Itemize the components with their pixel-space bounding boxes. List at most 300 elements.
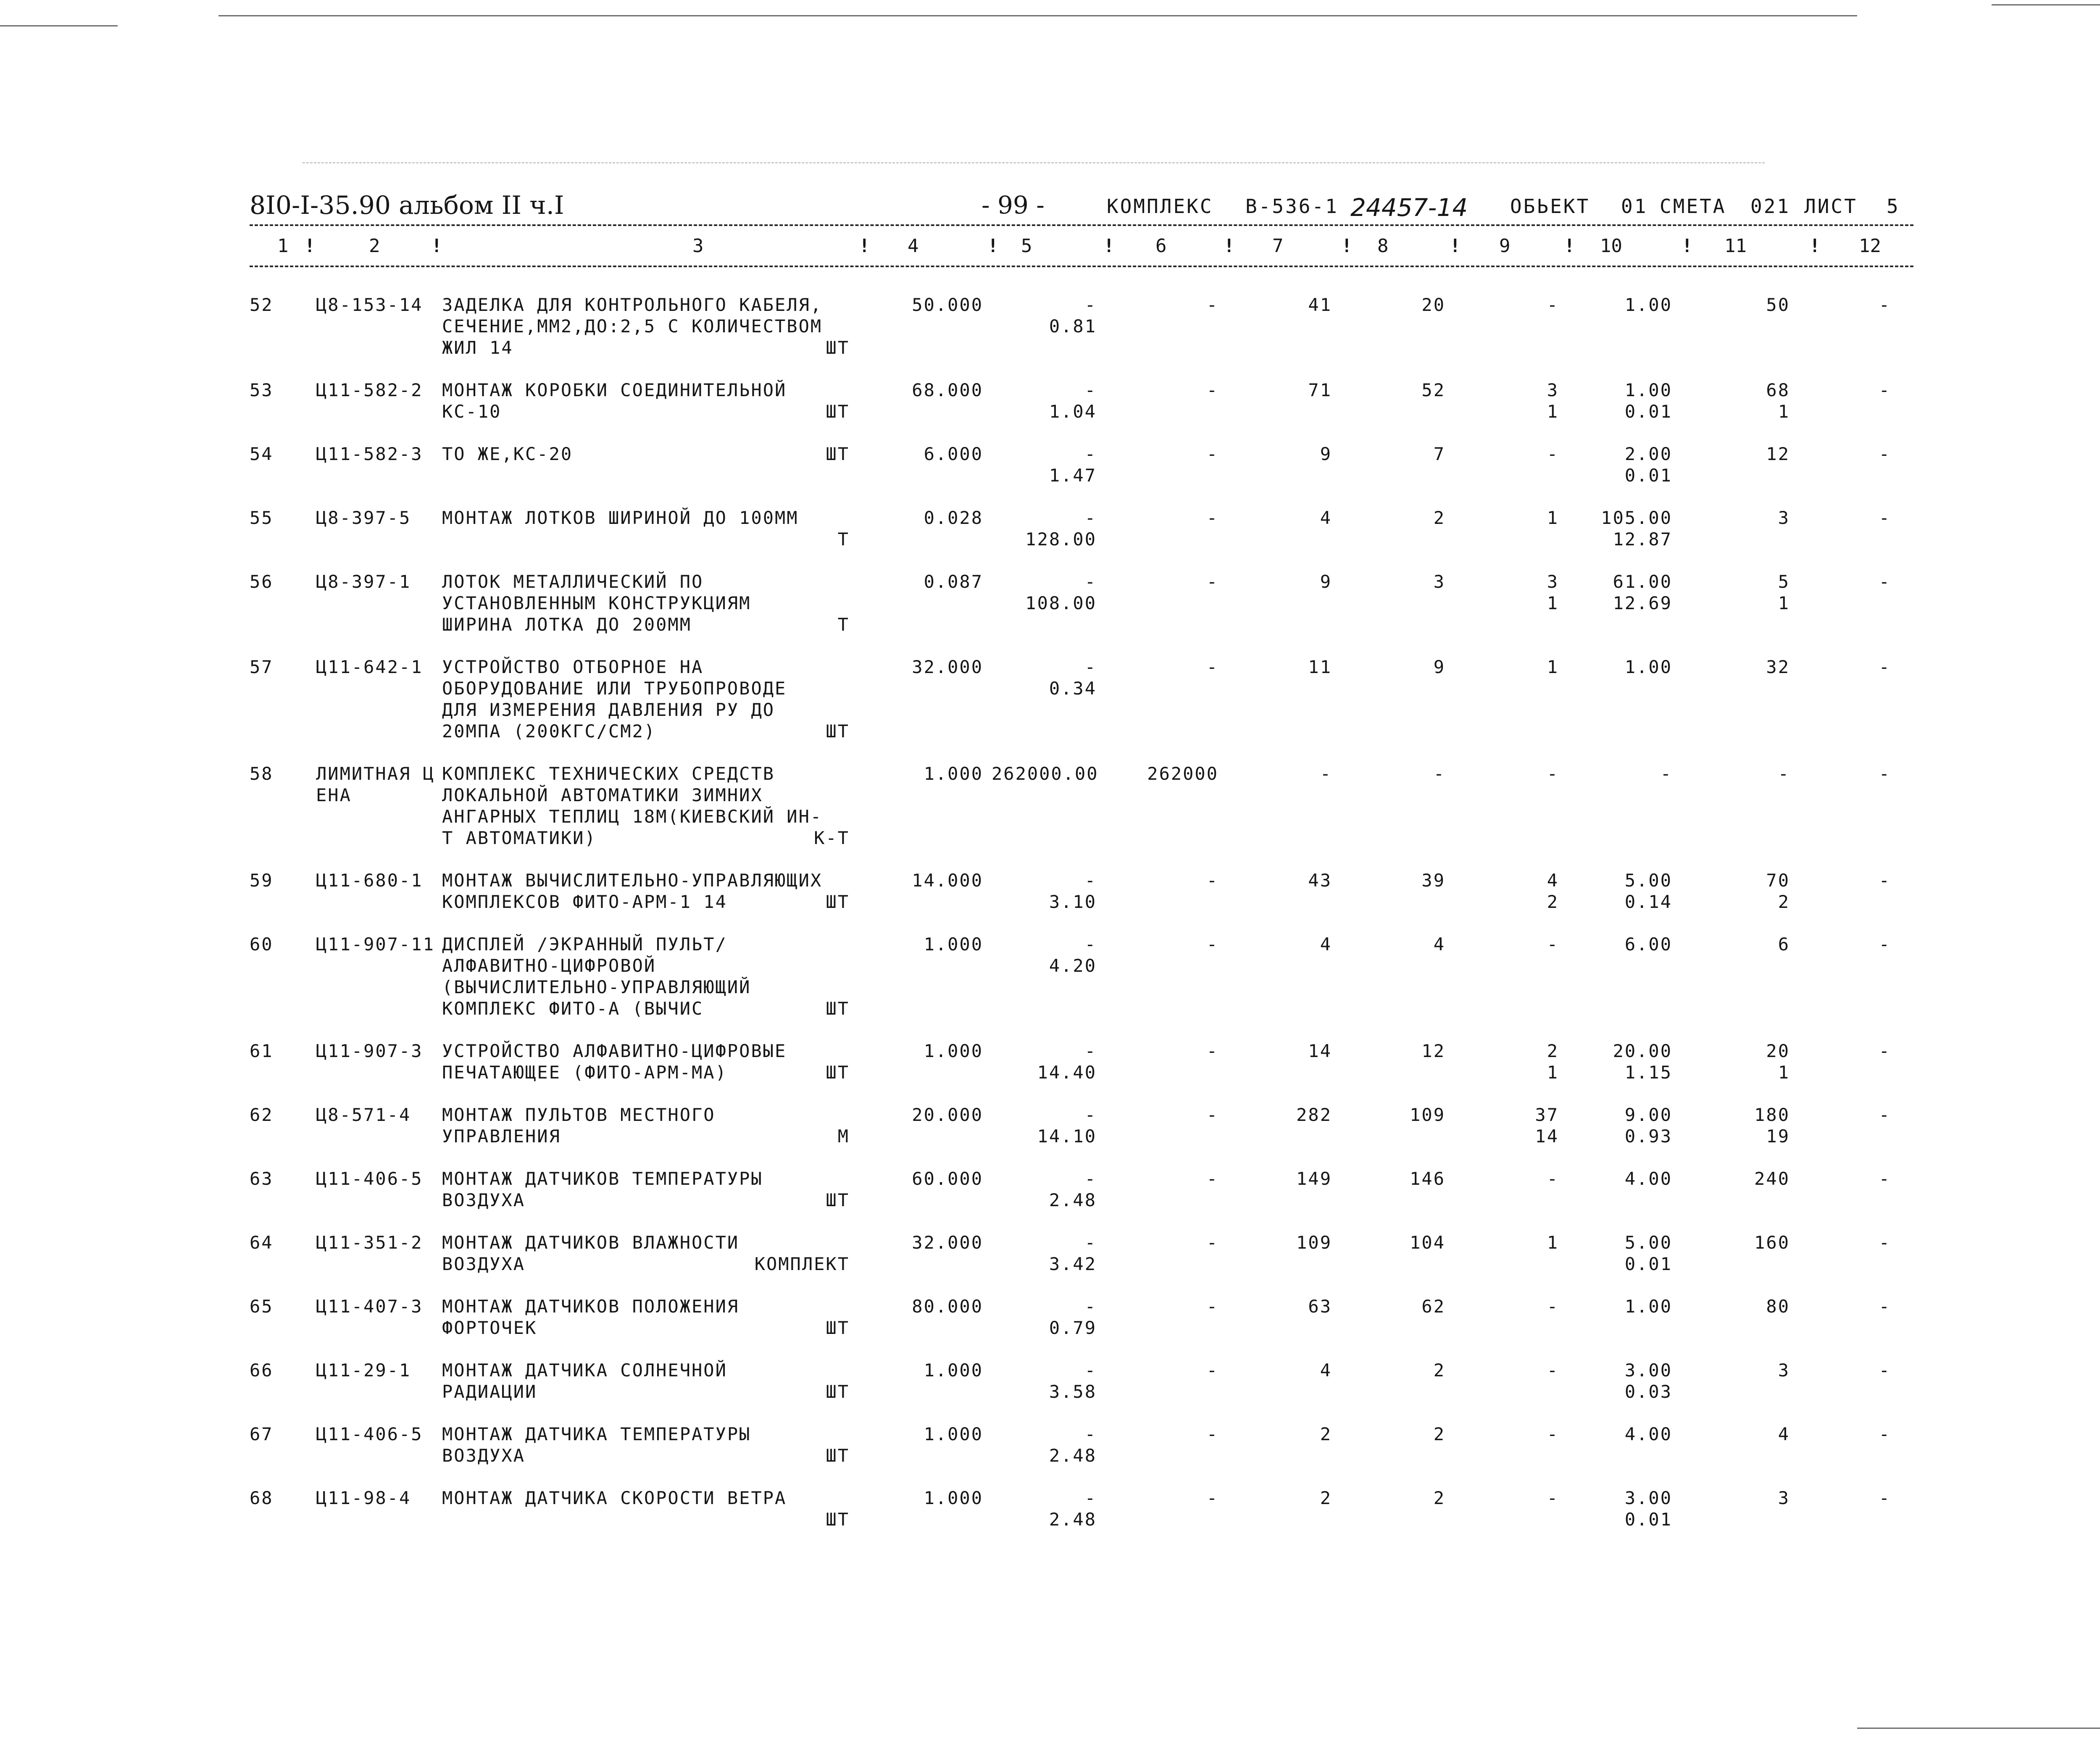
cell-value: 1.000: [924, 1424, 983, 1444]
cell-c8: [1366, 1232, 1445, 1253]
cell-c10: [1571, 1104, 1672, 1147]
cell-value: -: [1547, 444, 1559, 464]
column-number: 6: [1155, 235, 1167, 257]
cell-c12: [1857, 656, 1891, 678]
cell-value: -: [1879, 444, 1891, 464]
sheet-header: [250, 191, 1930, 224]
unit-of-measure: ШТ: [826, 721, 850, 742]
column-number: 3: [692, 235, 704, 257]
cell-c4: [840, 294, 983, 316]
norm-code-text: Ц11-98-4: [316, 1488, 411, 1508]
cell-c10: [1571, 870, 1672, 913]
cell-value: 12: [1766, 444, 1790, 464]
cell-c4: [840, 1296, 983, 1317]
cell-c12: [1857, 1360, 1891, 1381]
description-line: МОНТАЖ ВЫЧИСЛИТЕЛЬНО-УПРАВЛЯЮЩИХ: [442, 870, 823, 891]
norm-code: [316, 1487, 411, 1509]
column-separator: !: [431, 235, 442, 257]
unit-of-measure: ШТ: [826, 1445, 850, 1466]
cell-c5: [992, 1104, 1097, 1147]
work-description: [442, 443, 850, 465]
norm-code-text: Ц8-153-14: [316, 295, 423, 315]
cell-value: -: [1084, 1168, 1097, 1189]
cell-value: 2: [1433, 1488, 1445, 1508]
cell-c5: [992, 571, 1097, 614]
unit-of-measure: ШТ: [826, 1062, 850, 1083]
cell-value: -: [1660, 763, 1672, 784]
cell-c9: [1479, 1104, 1559, 1147]
cell-value: 12: [1421, 1041, 1445, 1061]
cell-value: 3.10: [1049, 892, 1097, 912]
cell-value: -: [1084, 657, 1097, 677]
cell-c5: [992, 870, 1097, 913]
column-number: 7: [1272, 235, 1284, 257]
cell-c8: [1366, 443, 1445, 465]
cell-c9: [1479, 1296, 1559, 1317]
cell-value: 3.58: [1049, 1381, 1097, 1402]
cell-c11: [1706, 1487, 1790, 1509]
norm-code: [316, 934, 435, 955]
cell-value: 2: [1320, 1424, 1332, 1444]
cell-c8: [1366, 1168, 1445, 1189]
cell-c10: [1571, 1168, 1672, 1189]
cell-c6: [1126, 1296, 1218, 1317]
header-rule: [250, 224, 1913, 226]
cell-c12: [1857, 1168, 1891, 1189]
cell-c6: [1126, 507, 1218, 529]
cell-c9: [1479, 870, 1559, 913]
cell-value: 3: [1778, 508, 1790, 528]
cell-c5: [992, 934, 1097, 976]
cell-c6: [1126, 1232, 1218, 1253]
unit-of-measure: ШТ: [826, 444, 850, 464]
cell-value: 2: [1778, 892, 1790, 912]
cell-c5: [992, 294, 1097, 337]
cell-c4: [840, 656, 983, 678]
cell-value: 0.087: [924, 571, 983, 592]
cell-value: 20.00: [1613, 1041, 1672, 1061]
cell-value: -: [1547, 1360, 1559, 1381]
description-line: УСТРОЙСТВО ОТБОРНОЕ НА: [442, 657, 704, 677]
sheet-label: ЛИСТ: [1804, 195, 1858, 218]
column-number: 5: [1021, 235, 1032, 257]
column-separator: !: [1341, 235, 1353, 257]
work-description: [442, 870, 850, 913]
cell-value: 20.000: [912, 1105, 983, 1125]
cell-value: 4.00: [1624, 1424, 1672, 1444]
cell-c10: [1571, 1360, 1672, 1402]
cell-c5: [992, 763, 1097, 784]
smeta-code: 021: [1750, 195, 1791, 218]
cell-value: 4: [1320, 508, 1332, 528]
cell-value: 1: [1778, 401, 1790, 422]
cell-c7: [1261, 934, 1332, 955]
unit-of-measure: ШТ: [826, 998, 850, 1019]
cell-c4: [840, 1104, 983, 1126]
cell-c12: [1857, 1104, 1891, 1126]
cell-c11: [1706, 1360, 1790, 1381]
cell-c7: [1261, 1296, 1332, 1317]
cell-value: -: [1084, 295, 1097, 315]
cell-value: 41: [1308, 295, 1332, 315]
cell-value: -: [1879, 380, 1891, 400]
cell-value: -: [1879, 870, 1891, 891]
cell-value: 9: [1320, 571, 1332, 592]
cell-c10: [1571, 1232, 1672, 1275]
cell-c12: [1857, 870, 1891, 891]
cell-value: 4: [1320, 1360, 1332, 1381]
norm-code: [316, 870, 423, 891]
scan-edge-line: [1857, 1728, 2100, 1729]
norm-code-text: Ц11-29-1: [316, 1360, 411, 1381]
cell-c8: [1366, 1040, 1445, 1062]
cell-value: 6.000: [924, 444, 983, 464]
unit-of-measure: ШТ: [826, 1318, 850, 1338]
cell-value: 1.00: [1624, 295, 1672, 315]
norm-code-text: Ц8-397-5: [316, 508, 411, 528]
cell-c10: [1571, 294, 1672, 316]
cell-c11: [1706, 1296, 1790, 1317]
cell-value: 1.15: [1624, 1062, 1672, 1083]
cell-value: 1: [1778, 1062, 1790, 1083]
cell-value: -: [1879, 1488, 1891, 1508]
cell-value: 70: [1766, 870, 1790, 891]
column-separator: !: [1564, 235, 1575, 257]
cell-c12: [1857, 1040, 1891, 1062]
cell-value: 0.93: [1624, 1126, 1672, 1147]
cell-c10: [1571, 1296, 1672, 1317]
row-number: 57: [250, 657, 274, 677]
cell-value: 32.000: [912, 657, 983, 677]
cell-value: 14: [1535, 1126, 1559, 1147]
cell-value: 3.00: [1624, 1488, 1672, 1508]
cell-value: -: [1084, 1488, 1097, 1508]
cell-c11: [1706, 1168, 1790, 1189]
object-label: ОБЬЕКТ: [1510, 195, 1590, 218]
cell-value: -: [1433, 763, 1445, 784]
cell-c8: [1366, 1104, 1445, 1126]
cell-value: -: [1084, 380, 1097, 400]
description-line: МОНТАЖ ДАТЧИКА ТЕМПЕРАТУРЫ: [442, 1424, 751, 1444]
cell-value: 0.028: [924, 508, 983, 528]
cell-value: 1: [1547, 593, 1559, 613]
cell-value: 104: [1410, 1232, 1445, 1253]
cell-c12: [1857, 934, 1891, 955]
scan-faint-line: [303, 162, 1765, 163]
work-description: [442, 763, 850, 849]
cell-value: 62: [1421, 1296, 1445, 1317]
description-line: МОНТАЖ ДАТЧИКОВ ВЛАЖНОСТИ: [442, 1232, 739, 1253]
cell-value: 6: [1778, 934, 1790, 955]
complex-label: КОМПЛЕКС: [1107, 195, 1213, 218]
cell-c6: [1126, 1487, 1218, 1509]
cell-c9: [1479, 443, 1559, 465]
unit-of-measure: ШТ: [826, 892, 850, 912]
work-description: [442, 1360, 850, 1402]
column-separator: !: [1450, 235, 1461, 257]
unit-of-measure: К-Т: [814, 828, 850, 848]
cell-c6: [1126, 1104, 1218, 1126]
cell-value: 39: [1421, 870, 1445, 891]
cell-c9: [1479, 763, 1559, 784]
cell-c9: [1479, 1168, 1559, 1189]
scan-edge-line: [218, 15, 1857, 16]
cell-value: 5: [1778, 571, 1790, 592]
cell-value: 2: [1433, 508, 1445, 528]
cell-c7: [1261, 1360, 1332, 1381]
cell-value: 2: [1320, 1488, 1332, 1508]
norm-code-text: Ц11-907-3: [316, 1041, 423, 1061]
cell-c6: [1126, 571, 1218, 592]
cell-c5: [992, 1360, 1097, 1402]
cell-value: -: [1084, 934, 1097, 955]
cell-value: 1.000: [924, 763, 983, 784]
work-description: [442, 294, 850, 358]
cell-c8: [1366, 571, 1445, 592]
cell-value: 108.00: [1025, 593, 1097, 613]
cell-value: 5.00: [1624, 870, 1672, 891]
cell-c9: [1479, 294, 1559, 316]
cell-c7: [1261, 656, 1332, 678]
estimate-table: [0, 294, 2100, 1554]
column-number: 4: [908, 235, 919, 257]
norm-code: [316, 294, 423, 316]
cell-c10: [1571, 934, 1672, 955]
cell-c8: [1366, 1360, 1445, 1381]
cell-value: 1: [1547, 1232, 1559, 1253]
work-description: [442, 1423, 850, 1466]
cell-value: 160: [1754, 1232, 1790, 1253]
cell-c4: [840, 1232, 983, 1253]
cell-value: -: [1879, 1232, 1891, 1253]
cell-c11: [1706, 763, 1790, 784]
cell-c8: [1366, 1423, 1445, 1445]
cell-value: 3.42: [1049, 1254, 1097, 1274]
row-number: 60: [250, 934, 274, 955]
norm-code: [316, 656, 423, 678]
cell-value: -: [1547, 295, 1559, 315]
cell-value: 61.00: [1613, 571, 1672, 592]
description-line: ПЕЧАТАЮЩЕЕ (ФИТО-АРМ-МА): [442, 1062, 727, 1083]
cell-c12: [1857, 763, 1891, 784]
description-line: МОНТАЖ ДАТЧИКА СКОРОСТИ ВЕТРА: [442, 1488, 787, 1508]
description-line: КС-10: [442, 401, 502, 422]
cell-c6: [1126, 656, 1218, 678]
cell-c6: [1126, 379, 1218, 401]
cell-value: -: [1879, 1424, 1891, 1444]
cell-c10: [1571, 507, 1672, 550]
cell-value: 50: [1766, 295, 1790, 315]
unit-of-measure: ШТ: [826, 401, 850, 422]
work-description: [442, 934, 850, 1019]
cell-value: 240: [1754, 1168, 1790, 1189]
norm-code-text: Ц11-907-11: [316, 934, 435, 955]
work-description: [442, 656, 850, 742]
description-line: МОНТАЖ ЛОТКОВ ШИРИНОЙ ДО 100ММ: [442, 508, 799, 528]
description-line: 20МПА (200КГС/СМ2): [442, 721, 656, 742]
cell-c6: [1126, 870, 1218, 891]
norm-code-text: Ц11-407-3: [316, 1296, 423, 1317]
description-line: ДИСПЛЕЙ /ЭКРАННЫЙ ПУЛЬТ/: [442, 934, 727, 955]
cell-c7: [1261, 1232, 1332, 1253]
cell-value: 3.00: [1624, 1360, 1672, 1381]
column-separator: !: [987, 235, 999, 257]
cell-value: 7: [1433, 444, 1445, 464]
cell-c8: [1366, 507, 1445, 529]
cell-c5: [992, 1040, 1097, 1083]
unit-of-measure: Т: [837, 614, 850, 635]
cell-value: 4: [1547, 870, 1559, 891]
work-description: [442, 1168, 850, 1211]
cell-value: -: [1206, 870, 1218, 891]
cell-value: -: [1879, 571, 1891, 592]
sheet-number: 5: [1887, 195, 1900, 218]
cell-value: 1.000: [924, 1041, 983, 1061]
cell-value: -: [1879, 934, 1891, 955]
cell-value: 12.87: [1613, 529, 1672, 550]
cell-value: -: [1206, 1232, 1218, 1253]
description-line: (ВЫЧИСЛИТЕЛЬНО-УПРАВЛЯЮЩИЙ: [442, 977, 751, 997]
cell-c11: [1706, 294, 1790, 316]
norm-code-text: Ц11-582-2: [316, 380, 423, 400]
cell-c9: [1479, 1423, 1559, 1445]
cell-value: 1: [1778, 593, 1790, 613]
cell-value: 128.00: [1025, 529, 1097, 550]
cell-c12: [1857, 1423, 1891, 1445]
cell-c4: [840, 507, 983, 529]
cell-value: -: [1206, 380, 1218, 400]
norm-code-text: Ц11-406-5: [316, 1168, 423, 1189]
cell-value: -: [1084, 571, 1097, 592]
description-line: МОНТАЖ ДАТЧИКОВ ТЕМПЕРАТУРЫ: [442, 1168, 763, 1189]
cell-value: 0.81: [1049, 316, 1097, 337]
cell-value: 149: [1296, 1168, 1332, 1189]
cell-c10: [1571, 571, 1672, 614]
cell-c4: [840, 443, 983, 465]
work-description: [442, 379, 850, 422]
cell-c10: [1571, 1423, 1672, 1445]
column-separator: !: [859, 235, 870, 257]
cell-c4: [840, 1423, 983, 1445]
column-number: 9: [1499, 235, 1511, 257]
column-number: 2: [369, 235, 380, 257]
cell-value: 109: [1410, 1105, 1445, 1125]
cell-c6: [1126, 1423, 1218, 1445]
cell-c9: [1479, 934, 1559, 955]
cell-value: 180: [1754, 1105, 1790, 1125]
norm-code-text: Ц11-406-5: [316, 1424, 423, 1444]
norm-code-text: ЛИМИТНАЯ Ц: [316, 763, 435, 784]
cell-value: 2: [1547, 892, 1559, 912]
cell-value: 9: [1433, 657, 1445, 677]
column-number: 1: [277, 235, 289, 257]
cell-value: 0.79: [1049, 1318, 1097, 1338]
cell-value: 3: [1433, 571, 1445, 592]
cell-value: 0.01: [1624, 465, 1672, 486]
description-line: МОНТАЖ ПУЛЬТОВ МЕСТНОГО: [442, 1105, 716, 1125]
row-number: 66: [250, 1360, 274, 1381]
scan-edge-line: [0, 25, 118, 26]
cell-value: -: [1879, 1360, 1891, 1381]
cell-value: 9: [1320, 444, 1332, 464]
row-number: 56: [250, 571, 274, 592]
description-line: ДЛЯ ИЗМЕРЕНИЯ ДАВЛЕНИЯ РУ ДО: [442, 700, 775, 720]
cell-c7: [1261, 763, 1332, 784]
column-number: 12: [1859, 235, 1881, 257]
cell-value: 2.48: [1049, 1445, 1097, 1466]
cell-value: 3: [1778, 1488, 1790, 1508]
cell-value: 14: [1308, 1041, 1332, 1061]
description-line: КОМПЛЕКС ТЕХНИЧЕСКИХ СРЕДСТВ: [442, 763, 775, 784]
cell-value: 60.000: [912, 1168, 983, 1189]
description-line: АЛФАВИТНО-ЦИФРОВОЙ: [442, 955, 656, 976]
unit-of-measure: ШТ: [826, 1509, 850, 1530]
column-number: 11: [1724, 235, 1747, 257]
cell-c9: [1479, 1232, 1559, 1253]
norm-code-text: ЕНА: [316, 785, 352, 805]
cell-c8: [1366, 870, 1445, 891]
cell-c6: [1126, 1040, 1218, 1062]
column-separator: !: [1103, 235, 1115, 257]
description-line: ЖИЛ 14: [442, 337, 513, 358]
cell-c4: [840, 379, 983, 401]
cell-c4: [840, 1487, 983, 1509]
work-description: [442, 1040, 850, 1083]
cell-value: -: [1084, 1232, 1097, 1253]
cell-value: 109: [1296, 1232, 1332, 1253]
cell-c10: [1571, 763, 1672, 784]
norm-code-text: Ц8-571-4: [316, 1105, 411, 1125]
description-line: МОНТАЖ ДАТЧИКА СОЛНЕЧНОЙ: [442, 1360, 727, 1381]
cell-c12: [1857, 1232, 1891, 1253]
norm-code: [316, 1104, 411, 1126]
row-number: 53: [250, 380, 274, 400]
column-number: 10: [1600, 235, 1622, 257]
description-line: ВОЗДУХА: [442, 1190, 526, 1210]
cell-value: 0.01: [1624, 401, 1672, 422]
cell-value: 3: [1778, 1360, 1790, 1381]
cell-c4: [840, 1040, 983, 1062]
row-number: 64: [250, 1232, 274, 1253]
norm-code: [316, 763, 435, 806]
cell-value: 4.00: [1624, 1168, 1672, 1189]
description-line: МОНТАЖ ДАТЧИКОВ ПОЛОЖЕНИЯ: [442, 1296, 739, 1317]
cell-value: -: [1084, 1105, 1097, 1125]
row-number: 65: [250, 1296, 274, 1317]
norm-code-text: Ц11-642-1: [316, 657, 423, 677]
cell-c4: [840, 1360, 983, 1381]
cell-value: 1.04: [1049, 401, 1097, 422]
cell-c5: [992, 1423, 1097, 1466]
cell-c6: [1126, 294, 1218, 316]
cell-value: 52: [1421, 380, 1445, 400]
cell-c5: [992, 1232, 1097, 1275]
cell-value: -: [1206, 295, 1218, 315]
cell-c8: [1366, 379, 1445, 401]
cell-c10: [1571, 1487, 1672, 1530]
cell-value: 4: [1320, 934, 1332, 955]
cell-value: 68: [1766, 380, 1790, 400]
cell-c11: [1706, 1104, 1790, 1147]
norm-code-text: Ц11-582-3: [316, 444, 423, 464]
cell-c6: [1126, 934, 1218, 955]
object-code: 01: [1621, 195, 1648, 218]
cell-c4: [840, 763, 983, 784]
cell-value: 2: [1547, 1041, 1559, 1061]
cell-c7: [1261, 379, 1332, 401]
row-number: 61: [250, 1041, 274, 1061]
cell-c11: [1706, 1040, 1790, 1083]
